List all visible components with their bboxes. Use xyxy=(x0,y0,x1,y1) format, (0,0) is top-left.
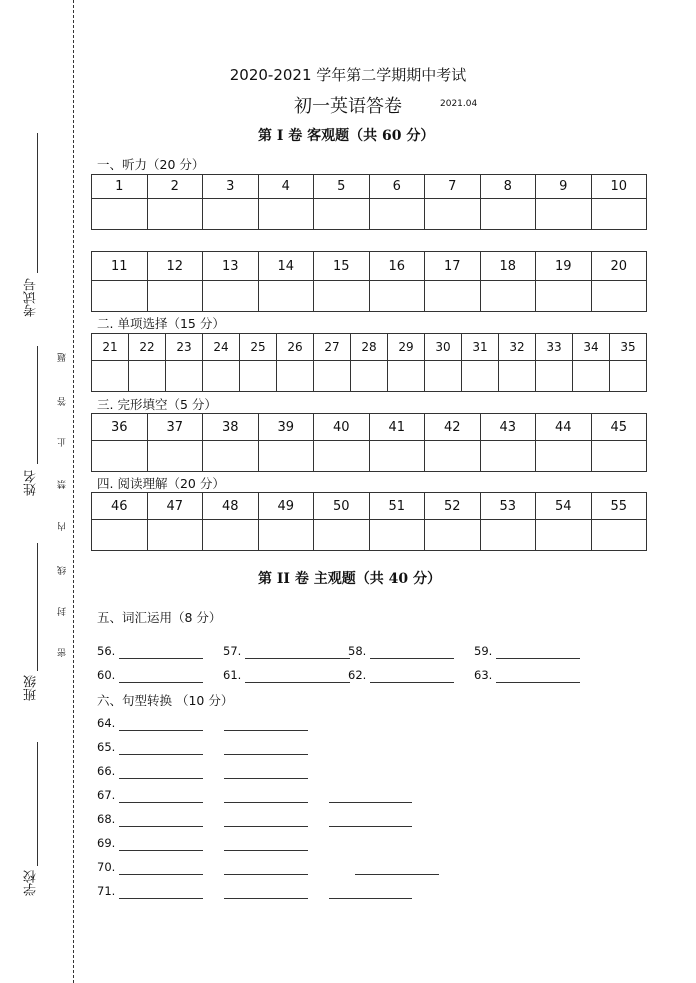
answer-row xyxy=(92,520,647,551)
question-number-cell: 34 xyxy=(573,334,610,361)
seal-char: 封 xyxy=(58,607,68,616)
answer-line[interactable] xyxy=(119,754,203,755)
question-number: 68. xyxy=(97,812,116,826)
question-number-cell: 14 xyxy=(258,252,314,281)
answer-cell[interactable] xyxy=(425,441,481,472)
answer-cell[interactable] xyxy=(147,199,203,230)
class-label: 班级 xyxy=(24,675,39,701)
answer-cell[interactable] xyxy=(369,441,425,472)
question-number-cell: 42 xyxy=(425,414,481,441)
question-number: 67. xyxy=(97,788,116,802)
answer-cell[interactable] xyxy=(425,520,481,551)
number-row xyxy=(92,493,647,520)
question-number-cell: 44 xyxy=(536,414,592,441)
question-number-cell: 32 xyxy=(499,334,536,361)
answer-cell[interactable] xyxy=(314,520,370,551)
answer-line[interactable] xyxy=(224,826,308,827)
question-number-cell: 55 xyxy=(591,493,647,520)
answer-cell[interactable] xyxy=(369,281,425,312)
answer-line[interactable] xyxy=(119,730,203,731)
answer-cell[interactable] xyxy=(258,441,314,472)
answer-cell[interactable] xyxy=(92,361,129,392)
question-number-cell: 26 xyxy=(277,334,314,361)
question-number-cell: 13 xyxy=(203,252,259,281)
answer-grid-reading xyxy=(91,492,647,551)
question-number-cell: 11 xyxy=(92,252,148,281)
number-row xyxy=(92,252,647,281)
question-number-cell: 50 xyxy=(314,493,370,520)
answer-cell[interactable] xyxy=(536,281,592,312)
question-number: 58. xyxy=(348,644,367,658)
question-number-cell: 48 xyxy=(203,493,259,520)
answer-line[interactable] xyxy=(224,874,308,875)
question-number-cell: 51 xyxy=(369,493,425,520)
answer-cell[interactable] xyxy=(351,361,388,392)
question-number-cell: 15 xyxy=(314,252,370,281)
school-line xyxy=(37,742,38,866)
answer-cell[interactable] xyxy=(480,281,536,312)
question-number-cell: 49 xyxy=(258,493,314,520)
answer-cell[interactable] xyxy=(536,361,573,392)
answer-cell[interactable] xyxy=(480,441,536,472)
answer-line[interactable] xyxy=(245,682,350,683)
section-label: 一、听力（20 分） xyxy=(97,157,205,172)
question-number-cell: 47 xyxy=(147,493,203,520)
question-number: 69. xyxy=(97,836,116,850)
question-number: 66. xyxy=(97,764,116,778)
paper-title: 初一英语答卷 xyxy=(294,96,402,117)
answer-row xyxy=(92,361,647,392)
question-number-cell: 37 xyxy=(147,414,203,441)
answer-cell[interactable] xyxy=(369,199,425,230)
answer-cell[interactable] xyxy=(166,361,203,392)
seal-char: 内 xyxy=(58,522,68,531)
question-number-cell: 46 xyxy=(92,493,148,520)
question-number-cell: 10 xyxy=(591,175,647,199)
answer-line[interactable] xyxy=(119,802,203,803)
answer-cell[interactable] xyxy=(536,441,592,472)
answer-line[interactable] xyxy=(119,850,203,851)
answer-line[interactable] xyxy=(370,658,454,659)
question-number-cell: 28 xyxy=(351,334,388,361)
answer-line[interactable] xyxy=(224,730,308,731)
class-line xyxy=(37,543,38,671)
question-number-cell: 22 xyxy=(129,334,166,361)
question-number-cell: 4 xyxy=(258,175,314,199)
question-number-cell: 53 xyxy=(480,493,536,520)
answer-cell[interactable] xyxy=(591,441,647,472)
answer-line[interactable] xyxy=(355,874,439,875)
question-number-cell: 2 xyxy=(147,175,203,199)
part2-title: 第 II 卷 主观题（共 40 分） xyxy=(258,571,441,587)
question-number-cell: 35 xyxy=(610,334,647,361)
seal-char: 止 xyxy=(58,438,68,447)
answer-cell[interactable] xyxy=(591,281,647,312)
question-number: 56. xyxy=(97,644,116,658)
question-number-cell: 23 xyxy=(166,334,203,361)
name-label: 姓名 xyxy=(24,470,39,496)
answer-cell[interactable] xyxy=(147,441,203,472)
answer-cell[interactable] xyxy=(92,441,148,472)
answer-cell[interactable] xyxy=(591,199,647,230)
answer-line[interactable] xyxy=(119,826,203,827)
answer-cell[interactable] xyxy=(129,361,166,392)
answer-cell[interactable] xyxy=(462,361,499,392)
number-row xyxy=(92,334,647,361)
answer-line[interactable] xyxy=(370,682,454,683)
number-row xyxy=(92,175,647,199)
answer-cell[interactable] xyxy=(388,361,425,392)
question-number-cell: 40 xyxy=(314,414,370,441)
seal-char: 密 xyxy=(58,648,68,657)
question-number-cell: 25 xyxy=(240,334,277,361)
answer-line[interactable] xyxy=(329,802,412,803)
question-number-cell: 3 xyxy=(203,175,259,199)
question-number: 59. xyxy=(474,644,493,658)
answer-grid-single-choice xyxy=(91,333,647,392)
question-number-cell: 52 xyxy=(425,493,481,520)
exam-no-label: 考试号 xyxy=(24,278,39,317)
answer-cell[interactable] xyxy=(425,361,462,392)
question-number-cell: 24 xyxy=(203,334,240,361)
answer-row xyxy=(92,441,647,472)
question-number-cell: 41 xyxy=(369,414,425,441)
answer-line[interactable] xyxy=(496,658,580,659)
answer-line[interactable] xyxy=(329,898,412,899)
answer-line[interactable] xyxy=(224,802,308,803)
question-number-cell: 20 xyxy=(591,252,647,281)
answer-line[interactable] xyxy=(224,898,308,899)
answer-cell[interactable] xyxy=(147,281,203,312)
answer-line[interactable] xyxy=(329,826,412,827)
section-label: 四. 阅读理解（20 分） xyxy=(97,476,225,491)
answer-cell[interactable] xyxy=(314,281,370,312)
question-number: 70. xyxy=(97,860,116,874)
answer-line[interactable] xyxy=(119,682,203,683)
answer-cell[interactable] xyxy=(425,199,481,230)
question-number-cell: 30 xyxy=(425,334,462,361)
question-number-cell: 29 xyxy=(388,334,425,361)
question-number-cell: 1 xyxy=(92,175,148,199)
question-number: 64. xyxy=(97,716,116,730)
question-number-cell: 17 xyxy=(425,252,481,281)
question-number-cell: 7 xyxy=(425,175,481,199)
question-number-cell: 31 xyxy=(462,334,499,361)
answer-line[interactable] xyxy=(224,778,308,779)
question-number-cell: 8 xyxy=(480,175,536,199)
question-number-cell: 19 xyxy=(536,252,592,281)
seal-char: 答 xyxy=(58,397,68,406)
answer-grid-cloze xyxy=(91,413,647,472)
section-label: 三. 完形填空（5 分） xyxy=(97,397,217,412)
section-label: 六、句型转换 （10 分） xyxy=(97,693,234,708)
answer-row xyxy=(92,199,647,230)
question-number: 57. xyxy=(223,644,242,658)
answer-line[interactable] xyxy=(119,874,203,875)
answer-cell[interactable] xyxy=(147,520,203,551)
part1-title: 第 I 卷 客观题（共 60 分） xyxy=(258,128,435,144)
question-number: 62. xyxy=(348,668,367,682)
question-number-cell: 43 xyxy=(480,414,536,441)
question-number-cell: 33 xyxy=(536,334,573,361)
exam-date: 2021.04 xyxy=(440,99,478,109)
section-label: 二. 单项选择（15 分） xyxy=(97,316,225,331)
seal-char: 线 xyxy=(58,566,68,575)
answer-grid-listening-2 xyxy=(91,251,647,312)
answer-cell[interactable] xyxy=(92,520,148,551)
answer-row xyxy=(92,281,647,312)
answer-cell[interactable] xyxy=(480,520,536,551)
question-number-cell: 12 xyxy=(147,252,203,281)
answer-cell[interactable] xyxy=(499,361,536,392)
question-number: 71. xyxy=(97,884,116,898)
question-number-cell: 45 xyxy=(591,414,647,441)
answer-cell[interactable] xyxy=(536,199,592,230)
answer-cell[interactable] xyxy=(258,520,314,551)
answer-line[interactable] xyxy=(224,754,308,755)
answer-cell[interactable] xyxy=(314,441,370,472)
answer-cell[interactable] xyxy=(591,520,647,551)
answer-cell[interactable] xyxy=(610,361,647,392)
answer-cell[interactable] xyxy=(480,199,536,230)
question-number-cell: 16 xyxy=(369,252,425,281)
answer-cell[interactable] xyxy=(573,361,610,392)
question-number-cell: 38 xyxy=(203,414,259,441)
answer-cell[interactable] xyxy=(277,361,314,392)
answer-cell[interactable] xyxy=(203,520,259,551)
answer-cell[interactable] xyxy=(92,281,148,312)
answer-cell[interactable] xyxy=(369,520,425,551)
question-number-cell: 6 xyxy=(369,175,425,199)
exam-title: 2020-2021 学年第二学期期中考试 xyxy=(229,66,467,84)
question-number-cell: 21 xyxy=(92,334,129,361)
answer-cell[interactable] xyxy=(258,199,314,230)
answer-grid-listening-1 xyxy=(91,174,647,230)
answer-cell[interactable] xyxy=(425,281,481,312)
question-number: 63. xyxy=(474,668,493,682)
question-number-cell: 5 xyxy=(314,175,370,199)
answer-cell[interactable] xyxy=(203,441,259,472)
question-number-cell: 39 xyxy=(258,414,314,441)
answer-line[interactable] xyxy=(224,850,308,851)
answer-cell[interactable] xyxy=(240,361,277,392)
question-number-cell: 27 xyxy=(314,334,351,361)
answer-line[interactable] xyxy=(245,658,350,659)
answer-cell[interactable] xyxy=(314,361,351,392)
answer-line[interactable] xyxy=(119,898,203,899)
question-number-cell: 9 xyxy=(536,175,592,199)
answer-cell[interactable] xyxy=(203,281,259,312)
question-number: 65. xyxy=(97,740,116,754)
question-number-cell: 18 xyxy=(480,252,536,281)
exam-no-line xyxy=(37,133,38,273)
seal-char: 禁 xyxy=(58,480,68,489)
answer-cell[interactable] xyxy=(203,199,259,230)
answer-cell[interactable] xyxy=(92,199,148,230)
name-line xyxy=(37,346,38,464)
answer-line[interactable] xyxy=(496,682,580,683)
answer-line[interactable] xyxy=(119,658,203,659)
school-label: 学校 xyxy=(24,870,39,896)
question-number: 61. xyxy=(223,668,242,682)
answer-cell[interactable] xyxy=(203,361,240,392)
question-number-cell: 54 xyxy=(536,493,592,520)
question-number-cell: 36 xyxy=(92,414,148,441)
question-number: 60. xyxy=(97,668,116,682)
answer-cell[interactable] xyxy=(258,281,314,312)
answer-cell[interactable] xyxy=(536,520,592,551)
binding-dashed-line xyxy=(73,0,74,983)
seal-char: 题 xyxy=(58,353,68,362)
section-label: 五、词汇运用（8 分） xyxy=(97,610,222,625)
answer-line[interactable] xyxy=(119,778,203,779)
answer-cell[interactable] xyxy=(314,199,370,230)
number-row xyxy=(92,414,647,441)
